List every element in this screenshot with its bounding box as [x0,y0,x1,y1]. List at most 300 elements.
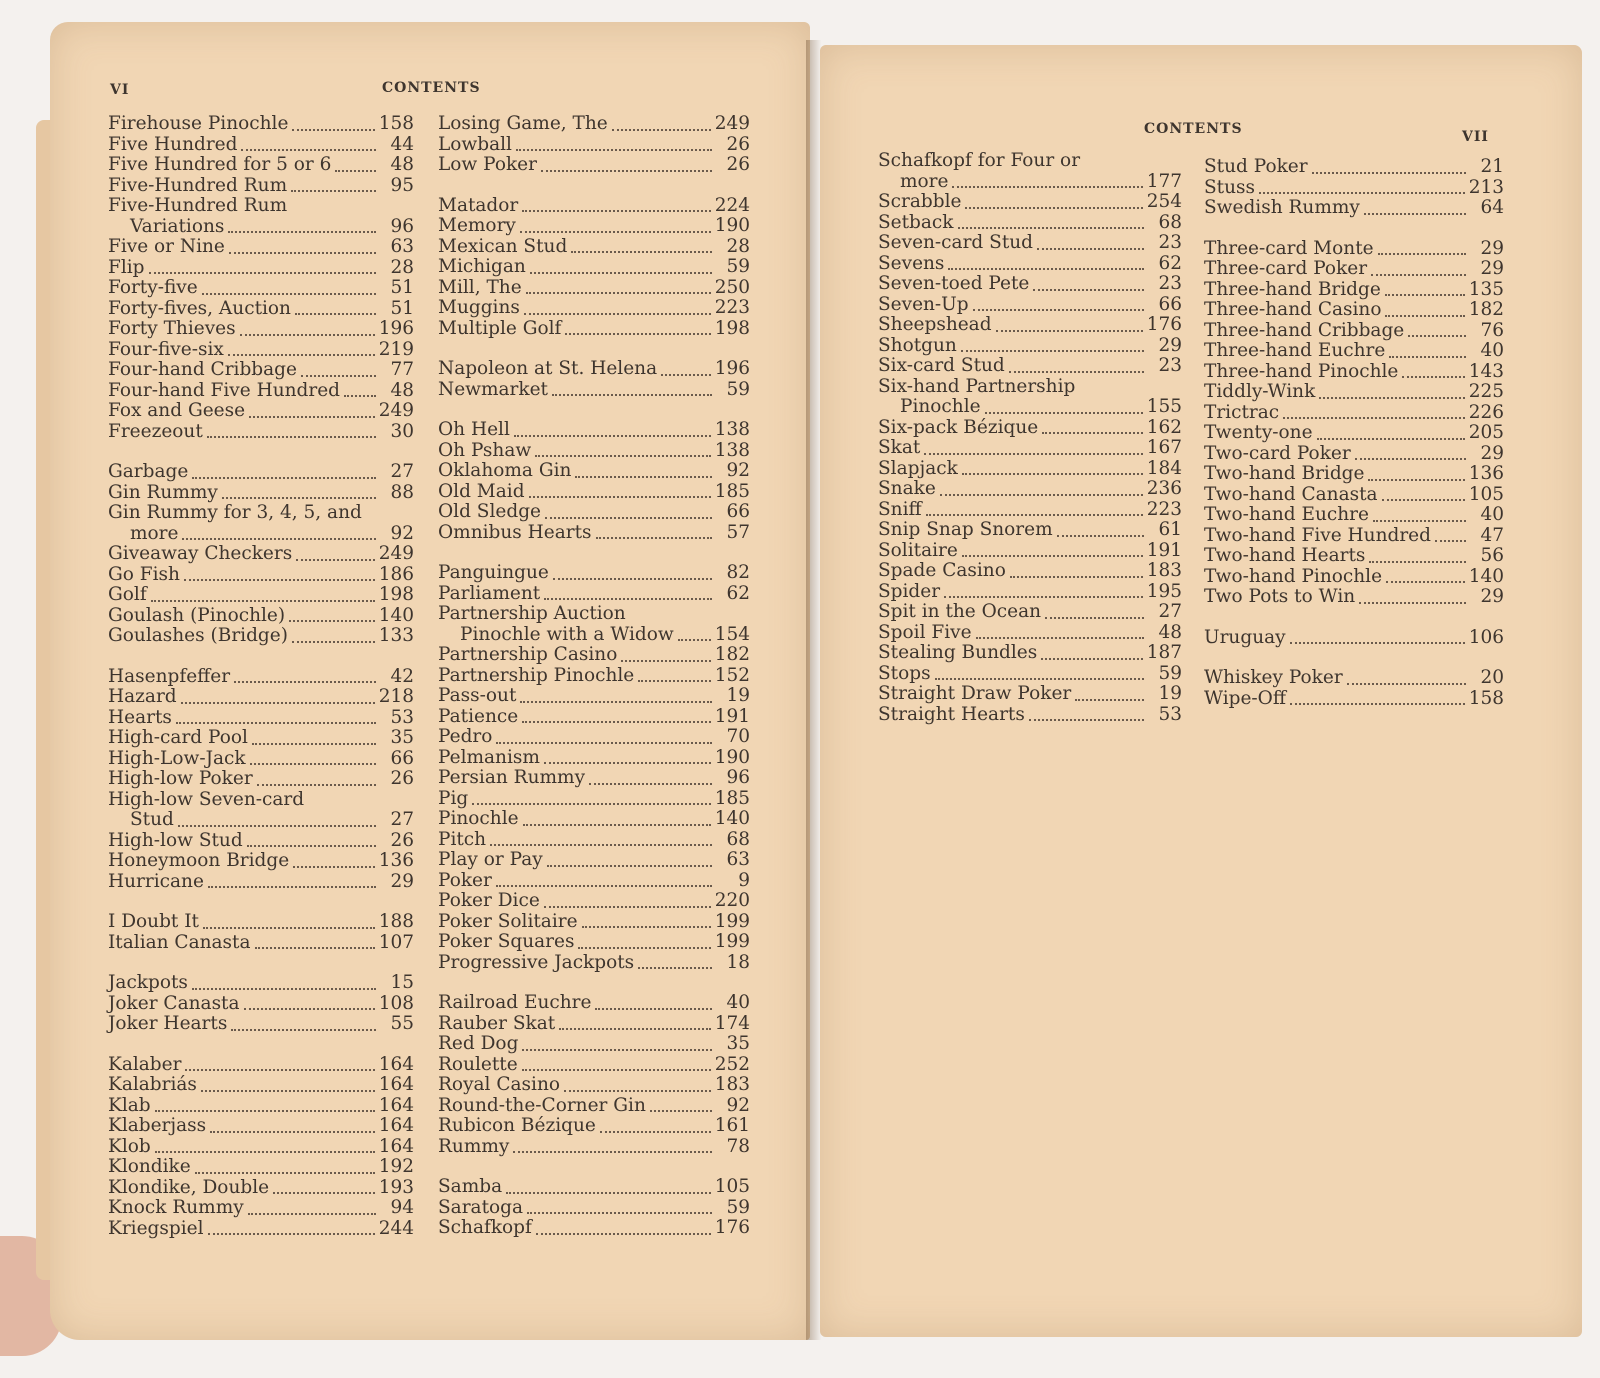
toc-entry [438,809,750,830]
toc-entry [878,664,1182,685]
toc-entry [108,381,414,402]
entry-name: Sniff [878,498,922,520]
entry-name: Flip [108,256,145,278]
leader-dots [1408,335,1466,337]
leader-dots [524,313,711,315]
toc-entry [1204,178,1504,199]
entry-page: 9 [738,869,750,891]
leader-dots [1033,289,1144,291]
entry-name: Three-hand Bridge [1204,278,1381,300]
entry-name: Goulashes (Bridge) [108,625,288,646]
entry-page: 143 [1468,360,1504,382]
entry-page: 40 [1480,340,1504,361]
toc-entry [438,1096,750,1117]
entry-name: Three-card Poker [1204,258,1368,279]
leader-dots [520,231,711,233]
leader-dots [536,1233,711,1235]
leader-dots [924,453,1142,455]
entry-continuation [878,172,1182,193]
entry-name: Schafkopf for Four or [878,150,1081,171]
toc-entry [108,360,414,381]
leader-dots [490,844,712,846]
entry-name: Spade Casino [878,560,1006,581]
toc-entry [108,790,414,831]
entry-name-cont: more [900,170,949,192]
leader-dots [344,395,376,397]
toc-entry [108,851,414,872]
toc-entry [438,604,750,645]
leader-dots [513,1151,712,1153]
leader-dots [1075,699,1144,701]
leader-dots [638,967,712,969]
entry-page: 191 [714,705,750,727]
leader-dots [1359,602,1466,604]
entry-page: 193 [378,1176,414,1198]
leader-dots [1290,642,1465,644]
leader-dots [996,330,1143,332]
leader-dots [176,722,376,724]
leader-dots [535,455,711,457]
entry-page: 59 [726,1196,750,1218]
toc-entry [108,340,414,361]
entry-name: Mill, The [438,276,522,298]
leader-dots [1386,581,1465,583]
toc-entry [108,196,414,237]
entry-page: 224 [714,194,750,216]
leader-dots [965,207,1142,209]
entry-name: Three-hand Pinochle [1204,360,1399,382]
leader-dots [545,517,712,519]
leader-dots [1037,248,1144,250]
toc-entry [438,441,750,462]
entry-name: Muggins [438,297,520,318]
entry-name: Snip Snap Snorem [878,519,1053,540]
leader-dots [241,149,376,151]
toc-entry [438,319,750,340]
leader-dots [1283,417,1465,419]
entry-page: 199 [714,931,750,952]
entry-page: 220 [714,890,750,911]
entry-name: Golf [108,584,147,605]
leader-dots [1385,294,1465,296]
entry-page: 213 [1468,176,1504,198]
entry-page: 164 [378,1094,414,1116]
entry-name: Stud Poker [1204,156,1308,177]
leader-dots [547,865,712,867]
entry-name: Honeymoon Bridge [108,850,290,871]
entry-name-cont: Pinochle [900,396,981,417]
leader-dots [1364,213,1466,215]
leader-dots [1317,438,1465,440]
entry-page: 185 [714,480,750,502]
entry-name: Omnibus Hearts [438,521,592,543]
entry-name: Losing Game, The [438,113,608,134]
entry-page: 254 [1146,191,1182,212]
leader-dots [496,742,712,744]
leader-dots [1259,192,1465,194]
entry-page: 53 [390,706,414,728]
toc-entry [108,565,414,586]
entry-name: Two Pots to Win [1204,586,1356,607]
leader-dots [575,476,712,478]
leader-dots [952,186,1142,188]
toc-entry [438,196,750,217]
entry-page: 19 [1158,683,1182,704]
page-number-left: VI [110,82,130,98]
entry-page: 64 [1480,197,1504,218]
toc-entry [878,254,1182,275]
toc-entry [108,1096,414,1117]
leader-dots [559,1028,711,1030]
entry-name: Go Fish [108,563,180,585]
entry-name: Six-card Stud [878,355,1005,376]
toc-entry [108,994,414,1015]
entry-name: Five Hundred for 5 or 6 [108,154,332,175]
toc-entry [438,523,750,544]
entry-name: Gin Rummy for 3, 4, 5, and [108,502,362,523]
entry-page: 138 [714,419,750,440]
entry-page: 27 [390,809,414,830]
leader-dots [553,578,712,580]
toc-entry [108,135,414,156]
toc-entry [878,623,1182,644]
entry-name: Kalaber [108,1053,182,1075]
toc-entry [1204,341,1504,362]
entry-name: Michigan [438,256,526,277]
leader-dots [296,559,374,561]
toc-entry [1204,526,1504,547]
toc-entry [878,233,1182,254]
leader-dots [293,866,374,868]
entry-name: Napoleon at St. Helena [438,358,658,379]
entry-name: Jackpots [108,972,188,993]
entry-page: 57 [726,521,750,543]
toc-entry [438,993,750,1014]
entry-page: 51 [390,277,414,298]
entry-name: Italian Canasta [108,931,251,953]
entry-page: 177 [1146,170,1182,192]
entry-page: 29 [1158,334,1182,356]
toc-entry [438,953,750,974]
toc-entry [108,728,414,749]
leader-dots [522,1049,712,1051]
entry-page: 161 [714,1115,750,1136]
toc-entry [878,356,1182,377]
entry-continuation [108,810,414,831]
toc-entry [438,891,750,912]
entry-name: Two-card Poker [1204,442,1351,464]
entry-name: Sevens [878,252,945,274]
entry-name: Fox and Geese [108,400,246,421]
entry-page: 219 [378,338,414,360]
entry-page: 29 [1480,586,1504,607]
toc-entry [108,1014,414,1035]
leader-dots [530,272,712,274]
entry-page: 66 [390,747,414,769]
entry-page: 26 [726,154,750,175]
leader-dots [514,435,711,437]
entry-name: Poker Squares [438,931,575,952]
entry-page: 199 [714,910,750,932]
leader-dots [229,252,376,254]
leader-dots [976,637,1144,639]
leader-dots [1371,274,1466,276]
entry-continuation [108,217,414,238]
entry-name: Kriegspiel [108,1217,204,1239]
entry-name-cont: Stud [130,809,174,830]
entry-name: High-card Pool [108,727,248,748]
toc-entry [1204,362,1504,383]
entry-name: Snake [878,478,936,499]
entry-page: 29 [1480,258,1504,279]
leader-dots [155,1151,375,1153]
toc-entry [438,686,750,707]
toc-entry [108,258,414,279]
entry-name: Lowball [438,133,512,155]
entry-name: Hurricane [108,870,204,892]
entry-name: Rauber Skat [438,1012,556,1034]
entry-name: Pass-out [438,685,517,706]
entry-name: Hazard [108,686,177,707]
entry-name: Gin Rummy [108,481,218,503]
entry-page: 133 [378,625,414,646]
toc-entry [438,298,750,319]
leader-dots [522,721,711,723]
entry-name: Klaberjass [108,1115,207,1136]
leader-dots [248,1213,376,1215]
toc-entry [1204,239,1504,260]
entry-page: 225 [1468,381,1504,402]
entry-name: High-low Poker [108,768,253,789]
leader-dots [201,1090,375,1092]
toc-entry [878,151,1182,192]
entry-page: 136 [378,850,414,871]
entry-name: Firehouse Pinochle [108,113,289,134]
toc-entry [108,606,414,627]
section-gap [108,892,414,912]
leader-dots [1369,561,1466,563]
entry-name: Forty-five [108,277,198,298]
leader-dots [1435,540,1466,542]
leader-dots [520,701,712,703]
entry-name: Poker Solitaire [438,910,578,932]
toc-entry [878,274,1182,295]
toc-entry [878,295,1182,316]
page-number-right: VII [1462,129,1489,145]
entry-page: 106 [1468,626,1504,648]
leader-dots [926,514,1143,516]
entry-page: 182 [714,644,750,665]
leader-dots [612,129,711,131]
toc-entry [878,705,1182,726]
entry-name: Stealing Bundles [878,642,1038,663]
toc-entry [108,872,414,893]
entry-name: Pitch [438,828,487,850]
toc-entry [108,1219,414,1240]
leader-dots [552,394,712,396]
entry-page: 205 [1468,422,1504,443]
leader-dots [961,350,1144,352]
toc-entry [108,278,414,299]
entry-name: Freezeout [108,420,203,442]
entry-name: Klondike [108,1156,191,1177]
toc-entry [878,213,1182,234]
entry-page: 140 [714,808,750,829]
entry-name: Pedro [438,726,493,747]
entry-name: Poker Dice [438,890,540,911]
toc-entry [1204,587,1504,608]
toc-entry [438,850,750,871]
leader-dots [1029,719,1144,721]
toc-column-right-2 [1204,157,1504,709]
leader-dots [1385,315,1464,317]
toc-entry [1204,567,1504,588]
toc-entry [878,582,1182,603]
entry-page: 174 [714,1012,750,1034]
leader-dots [472,803,710,805]
toc-entry [878,418,1182,439]
entry-page: 164 [378,1074,414,1095]
entry-page: 186 [378,563,414,585]
leader-dots [244,1008,375,1010]
entry-page: 249 [378,543,414,564]
toc-entry [438,420,750,441]
entry-page: 176 [714,1217,750,1238]
entry-page: 61 [1158,519,1182,540]
entry-name: Five-Hundred Rum [108,174,288,196]
toc-entry [878,192,1182,213]
toc-entry [108,1075,414,1096]
entry-page: 155 [1146,396,1182,417]
toc-entry [108,1116,414,1137]
entry-page: 68 [726,828,750,850]
entry-page: 96 [726,767,750,788]
entry-page: 48 [390,379,414,401]
leader-dots [1382,499,1465,501]
toc-entry [108,237,414,258]
toc-entry [1204,157,1504,178]
leader-dots [231,1029,376,1031]
toc-entry [108,687,414,708]
leader-dots [565,333,710,335]
toc-entry [438,278,750,299]
toc-entry [878,336,1182,357]
entry-page: 23 [1158,273,1182,294]
toc-entry [438,563,750,584]
leader-dots [589,783,712,785]
entry-name: Progressive Jackpots [438,951,635,973]
entry-page: 185 [714,787,750,809]
entry-name: Spoil Five [878,621,972,643]
entry-name: Solitaire [878,539,958,561]
toc-entry [108,401,414,422]
entry-name: Poker [438,869,492,891]
running-head-right: CONTENTS [1144,121,1243,137]
toc-entry [438,666,750,687]
leader-dots [940,494,1143,496]
entry-name: Two-hand Five Hundred [1204,524,1431,546]
leader-dots [650,1110,712,1112]
entry-page: 53 [1158,703,1182,725]
entry-name: Roulette [438,1053,518,1075]
entry-page: 48 [1158,621,1182,643]
entry-name: Low Poker [438,154,537,175]
entry-name: Knock Rummy [108,1197,244,1218]
section-gap [108,647,414,667]
entry-page: 59 [726,256,750,277]
leader-dots [202,293,376,295]
entry-page: 176 [1146,314,1182,335]
toc-entry [438,1055,750,1076]
entry-page: 59 [726,378,750,400]
entry-page: 158 [378,113,414,134]
entry-name: Railroad Euchre [438,992,592,1013]
leader-dots [1368,479,1464,481]
leader-dots [1041,658,1143,660]
entry-page: 135 [1468,278,1504,300]
entry-name: Round-the-Corner Gin [438,1094,646,1116]
leader-dots [935,678,1144,680]
toc-entry [438,502,750,523]
toc-entry [878,377,1182,418]
leader-dots [210,1131,375,1133]
entry-page: 77 [390,359,414,380]
leader-dots [335,170,376,172]
section-gap [438,973,750,993]
leader-dots [962,473,1143,475]
toc-column-right-1 [878,151,1182,725]
entry-name-cont: Pinochle with a Widow [460,623,674,645]
entry-name: Twenty-one [1204,422,1313,443]
entry-name: Shotgun [878,334,957,356]
entry-page: 196 [378,318,414,339]
entry-name: Seven-card Stud [878,232,1034,253]
leader-dots [544,598,712,600]
entry-name: Six-hand Partnership [878,375,1076,397]
entry-name: Stops [878,662,931,684]
entry-page: 188 [378,911,414,932]
entry-name: Scrabble [878,191,962,212]
entry-name: Play or Pay [438,849,543,870]
leader-dots [1057,535,1144,537]
toc-entry [1204,259,1504,280]
leader-dots [181,702,375,704]
toc-entry [108,1178,414,1199]
toc-column-left-1 [108,114,414,1239]
toc-column-left-2 [438,114,750,1239]
entry-name: Old Maid [438,480,525,502]
leader-dots [661,374,711,376]
leader-dots [208,886,376,888]
entry-page: 140 [1468,565,1504,587]
section-gap [438,400,750,420]
toc-entry [438,380,750,401]
leader-dots [228,231,376,233]
toc-entry [108,503,414,544]
leader-dots [564,1090,711,1092]
leader-dots [527,1212,712,1214]
leader-dots [203,927,375,929]
section-gap [1204,648,1504,668]
entry-name: Rummy [438,1135,510,1157]
leader-dots [252,743,376,745]
entry-name: Pinochle [438,808,519,829]
toc-entry [438,932,750,953]
entry-name: Three-hand Casino [1204,299,1382,320]
leader-dots [571,251,712,253]
toc-entry [1204,464,1504,485]
toc-entry [1204,423,1504,444]
